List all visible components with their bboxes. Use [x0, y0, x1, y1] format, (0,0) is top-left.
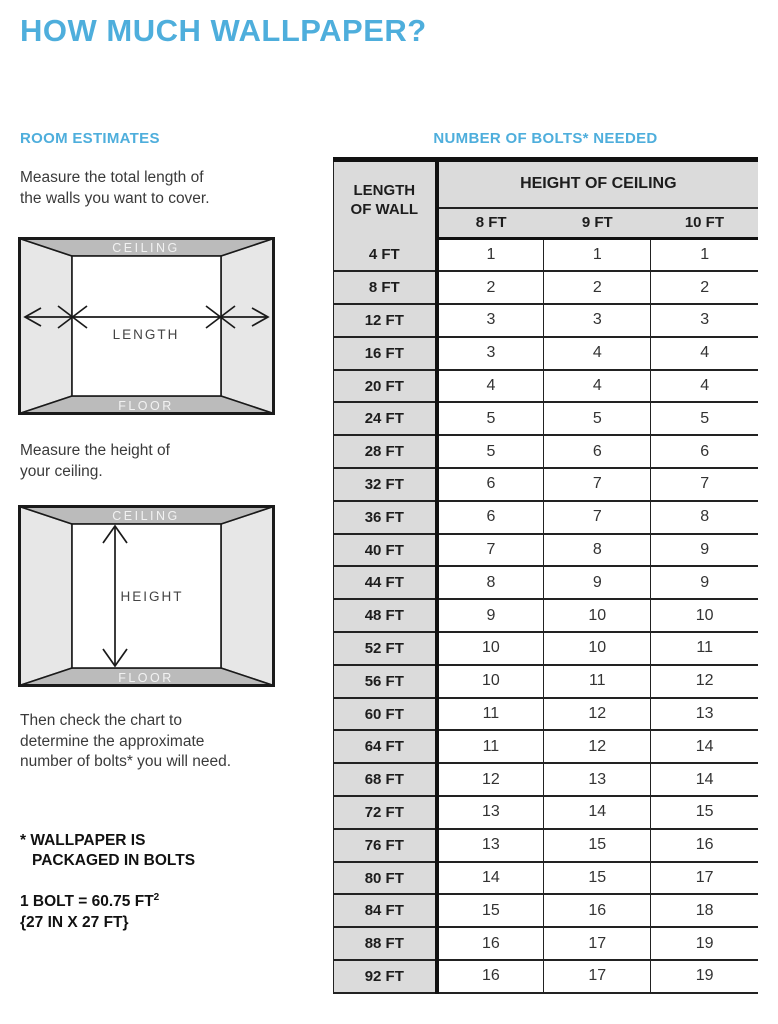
wall-length-cell: 24 FT	[334, 402, 437, 435]
bolt-count-cell: 6	[437, 501, 544, 534]
length-label: LENGTH	[112, 327, 180, 342]
header-line: LENGTH	[353, 182, 416, 200]
bolt-count-cell: 6	[437, 468, 544, 501]
wall-length-cell: 76 FT	[334, 829, 437, 862]
bolt-count-cell: 10	[651, 599, 758, 632]
bolt-count-cell: 14	[544, 796, 651, 829]
bolt-count-cell: 16	[437, 960, 544, 993]
bolt-count-cell: 2	[544, 271, 651, 304]
measure-length-instruction	[20, 168, 210, 209]
bolt-count-cell: 14	[437, 862, 544, 895]
bolt-count-cell: 13	[651, 698, 758, 731]
bolt-count-cell: 5	[437, 402, 544, 435]
bolt-count-cell: 13	[437, 829, 544, 862]
room-estimates-heading: ROOM ESTIMATES	[20, 130, 160, 147]
bolt-count-cell: 12	[437, 763, 544, 796]
wall-length-cell: 4 FT	[334, 239, 437, 272]
ceiling-label: CEILING	[112, 241, 180, 255]
bolt-count-cell: 10	[544, 632, 651, 665]
bolt-count-cell: 3	[651, 304, 758, 337]
bolt-count-cell: 14	[651, 763, 758, 796]
bolt-count-cell: 2	[437, 271, 544, 304]
table-row	[334, 665, 759, 698]
floor-label: FLOOR	[118, 671, 174, 685]
bolt-count-cell: 15	[437, 894, 544, 927]
length-of-wall-header	[334, 160, 437, 239]
table-row	[334, 862, 759, 895]
back-wall	[72, 256, 221, 396]
table-row	[334, 698, 759, 731]
wall-length-cell: 72 FT	[334, 796, 437, 829]
table-row	[334, 304, 759, 337]
table-row	[334, 894, 759, 927]
wall-length-cell: 40 FT	[334, 534, 437, 567]
bolt-count-cell: 7	[651, 468, 758, 501]
table-row	[334, 796, 759, 829]
instruction-line: Measure the height of	[20, 442, 170, 459]
wall-length-cell: 32 FT	[334, 468, 437, 501]
bolt-count-cell: 1	[651, 239, 758, 272]
bolt-count-cell: 19	[651, 927, 758, 960]
bolt-count-cell: 9	[651, 534, 758, 567]
table-row	[334, 599, 759, 632]
bolt-dimensions: {27 IN X 27 FT}	[20, 914, 129, 932]
table-row	[334, 730, 759, 763]
table-row	[334, 763, 759, 796]
ceiling-9ft-header: 9 FT	[544, 208, 651, 239]
measure-height-instruction	[20, 441, 170, 482]
bolt-count-cell: 16	[651, 829, 758, 862]
bolt-count-cell: 1	[544, 239, 651, 272]
table-row	[334, 468, 759, 501]
wall-length-cell: 80 FT	[334, 862, 437, 895]
table-row	[334, 566, 759, 599]
wall-length-cell: 20 FT	[334, 370, 437, 403]
table-row	[334, 534, 759, 567]
bolt-count-cell: 3	[437, 304, 544, 337]
squared-superscript: 2	[153, 892, 160, 903]
bolt-count-cell: 4	[651, 337, 758, 370]
header-line: OF WALL	[350, 201, 419, 219]
table-row	[334, 402, 759, 435]
footnote-line: * WALLPAPER IS	[20, 832, 146, 849]
bolt-count-cell: 13	[544, 763, 651, 796]
bolt-count-cell: 5	[437, 435, 544, 468]
bolt-count-cell: 12	[651, 665, 758, 698]
bolt-count-cell: 8	[544, 534, 651, 567]
bolt-count-cell: 4	[651, 370, 758, 403]
wall-length-cell: 8 FT	[334, 271, 437, 304]
bolt-count-cell: 17	[651, 862, 758, 895]
bolts-footnote	[20, 831, 195, 870]
bolt-count-cell: 7	[437, 534, 544, 567]
table-row	[334, 370, 759, 403]
table-row	[334, 435, 759, 468]
bolt-count-cell: 19	[651, 960, 758, 993]
bolt-count-cell: 15	[544, 829, 651, 862]
height-label: HEIGHT	[120, 589, 184, 604]
instruction-line: determine the approximate	[20, 732, 205, 750]
bolt-count-cell: 15	[544, 862, 651, 895]
ceiling-10ft-header: 10 FT	[651, 208, 758, 239]
bolt-count-cell: 7	[544, 468, 651, 501]
table-row	[334, 960, 759, 993]
bolt-size-info	[20, 887, 159, 933]
wall-length-cell: 16 FT	[334, 337, 437, 370]
table-row	[334, 501, 759, 534]
bolts-table-header	[334, 160, 759, 239]
bolt-count-cell: 9	[651, 566, 758, 599]
bolt-count-cell: 15	[651, 796, 758, 829]
floor-label: FLOOR	[118, 399, 174, 413]
bolt-count-cell: 11	[651, 632, 758, 665]
wall-length-cell: 36 FT	[334, 501, 437, 534]
table-row	[334, 927, 759, 960]
left-wall-shape	[20, 239, 73, 414]
bolt-count-cell: 13	[437, 796, 544, 829]
bolt-count-cell: 11	[437, 698, 544, 731]
bolt-count-cell: 8	[437, 566, 544, 599]
bolt-count-cell: 10	[437, 632, 544, 665]
table-row	[334, 239, 759, 272]
wall-length-cell: 52 FT	[334, 632, 437, 665]
instruction-line: the walls you want to cover.	[20, 189, 210, 207]
instruction-line: Measure the total length of	[20, 169, 204, 186]
bolts-table-body	[334, 239, 759, 993]
page-title: HOW MUCH WALLPAPER?	[20, 13, 427, 48]
bolt-count-cell: 5	[651, 402, 758, 435]
wall-length-cell: 88 FT	[334, 927, 437, 960]
wall-length-cell: 12 FT	[334, 304, 437, 337]
bolt-count-cell: 9	[437, 599, 544, 632]
footnote-line: PACKAGED IN BOLTS	[32, 851, 196, 869]
bolt-count-cell: 10	[544, 599, 651, 632]
bolt-count-cell: 4	[437, 370, 544, 403]
bolt-count-cell: 1	[437, 239, 544, 272]
bolt-count-cell: 17	[544, 960, 651, 993]
table-row	[334, 271, 759, 304]
bolt-count-cell: 6	[651, 435, 758, 468]
bolt-count-cell: 12	[544, 730, 651, 763]
bolt-count-cell: 9	[544, 566, 651, 599]
ceiling-8ft-header: 8 FT	[437, 208, 544, 239]
bolt-count-cell: 11	[437, 730, 544, 763]
table-row	[334, 337, 759, 370]
bolt-count-cell: 5	[544, 402, 651, 435]
bolts-needed-heading: NUMBER OF BOLTS* NEEDED	[433, 130, 658, 147]
right-wall-shape	[221, 507, 274, 686]
bolt-count-cell: 2	[651, 271, 758, 304]
bolt-count-cell: 4	[544, 370, 651, 403]
bolt-count-cell: 16	[437, 927, 544, 960]
wall-length-cell: 92 FT	[334, 960, 437, 993]
wall-length-cell: 28 FT	[334, 435, 437, 468]
bolt-count-cell: 17	[544, 927, 651, 960]
bolts-table	[333, 157, 758, 994]
ceiling-label: CEILING	[112, 509, 180, 523]
bolt-equation: 1 BOLT = 60.75 $FT^2$	[20, 892, 160, 911]
wall-length-cell: 84 FT	[334, 894, 437, 927]
bolt-count-cell: 7	[544, 501, 651, 534]
height-of-ceiling-header: HEIGHT OF CEILING	[437, 160, 758, 208]
wall-length-cell: 48 FT	[334, 599, 437, 632]
bolt-count-cell: 10	[437, 665, 544, 698]
bolt-count-cell: 6	[544, 435, 651, 468]
right-wall-shape	[221, 239, 274, 414]
bolt-count-cell: 3	[437, 337, 544, 370]
bolt-count-cell: 3	[544, 304, 651, 337]
wall-length-cell: 44 FT	[334, 566, 437, 599]
check-chart-instruction	[20, 711, 231, 773]
instruction-line: number of bolts* you will need.	[20, 753, 232, 770]
bolt-count-cell: 4	[544, 337, 651, 370]
wall-length-cell: 60 FT	[334, 698, 437, 731]
table-row	[334, 632, 759, 665]
table-row	[334, 829, 759, 862]
room-length-diagram	[18, 237, 275, 415]
bolts-table-container	[333, 157, 758, 994]
bolt-count-cell: 8	[651, 501, 758, 534]
room-height-diagram	[18, 505, 275, 687]
instruction-line: Then check the chart to	[20, 712, 182, 729]
instruction-line: your ceiling.	[20, 462, 103, 480]
wall-length-cell: 64 FT	[334, 730, 437, 763]
bolt-count-cell: 14	[651, 730, 758, 763]
bolt-count-cell: 11	[544, 665, 651, 698]
wall-length-cell: 68 FT	[334, 763, 437, 796]
left-wall-shape	[20, 507, 73, 686]
wall-length-cell: 56 FT	[334, 665, 437, 698]
bolt-count-cell: 18	[651, 894, 758, 927]
bolt-count-cell: 12	[544, 698, 651, 731]
bolt-count-cell: 16	[544, 894, 651, 927]
